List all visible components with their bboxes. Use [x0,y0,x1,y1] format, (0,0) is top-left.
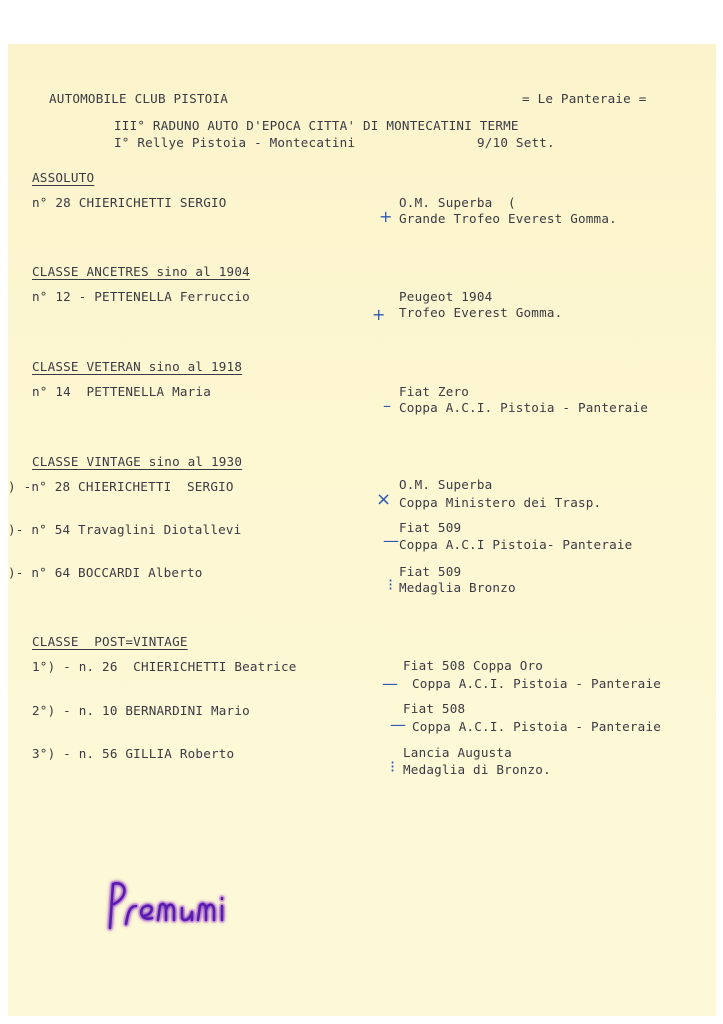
event-subtitle: I° Rellye Pistoia - Montecatini [114,135,356,150]
section-title-post-vintage: CLASSE POST=VINTAGE [32,634,188,649]
award: Medaglia Bronzo [399,580,516,595]
pen-dots-mark: ⁝ [390,757,396,776]
award: Coppa A.C.I. Pistoia - Panteraie [399,400,649,415]
event-date: 9/10 Sett. [477,135,555,150]
pen-plus-mark: + [372,305,386,324]
pen-cross-mark: × [376,489,392,510]
car: Fiat Zero [399,384,470,399]
pen-dash-mark: — [390,715,406,734]
pen-dash-mark: — [382,674,398,693]
award: Trofeo Everest Gomma. [399,305,563,320]
car: Peugeot 1904 [399,289,493,304]
pen-dots-mark: ⁝ [388,575,394,594]
car: Fiat 509 [399,564,462,579]
entrant: 1°) - n. 26 CHIERICHETTI Beatrice [32,659,297,674]
handwritten-premi-note [104,876,234,936]
pen-dash-mark: — [383,531,399,550]
award: Medaglia di Bronzo. [403,762,551,777]
award: Grande Trofeo Everest Gomma. [399,211,617,226]
section-title-ancetres: CLASSE ANCETRES sino al 1904 [32,264,250,279]
car: Lancia Augusta [403,745,512,760]
club-name: AUTOMOBILE CLUB PISTOIA [49,91,228,106]
car: O.M. Superba [399,477,493,492]
award: Coppa Ministero dei Trasp. [399,495,602,510]
event-title: III° RADUNO AUTO D'EPOCA CITTA' DI MONTECATINI TERME [114,118,519,133]
entrant: 3°) - n. 56 GILLIA Roberto [32,746,235,761]
document-sheet [8,44,716,1016]
entrant: n° 28 CHIERICHETTI SERGIO [32,195,227,210]
award: Coppa A.C.I Pistoia- Panteraie [399,537,633,552]
award: Coppa A.C.I. Pistoia - Panteraie [412,719,662,734]
organizer: = Le Panteraie = [522,91,647,106]
car: Fiat 509 [399,520,462,535]
entrant: )- n° 64 BOCCARDI Alberto [8,565,203,580]
entrant: 2°) - n. 10 BERNARDINI Mario [32,703,250,718]
car: Fiat 508 [403,701,466,716]
entrant: n° 12 - PETTENELLA Ferruccio [32,289,250,304]
car: Fiat 508 Coppa Oro [403,658,544,673]
entrant: n° 14 PETTENELLA Maria [32,384,211,399]
section-title-veteran: CLASSE VETERAN sino al 1918 [32,359,243,374]
entrant: ) -n° 28 CHIERICHETTI SERGIO [8,479,234,494]
entrant: )- n° 54 Travaglini Diotallevi [8,522,242,537]
section-title-assoluto: ASSOLUTO [32,170,95,185]
section-title-vintage: CLASSE VINTAGE sino al 1930 [32,454,243,469]
car: O.M. Superba ( [399,195,516,210]
pen-dash-mark: – [383,396,391,415]
pen-plus-mark: + [379,207,393,226]
award: Coppa A.C.I. Pistoia - Panteraie [412,676,662,691]
